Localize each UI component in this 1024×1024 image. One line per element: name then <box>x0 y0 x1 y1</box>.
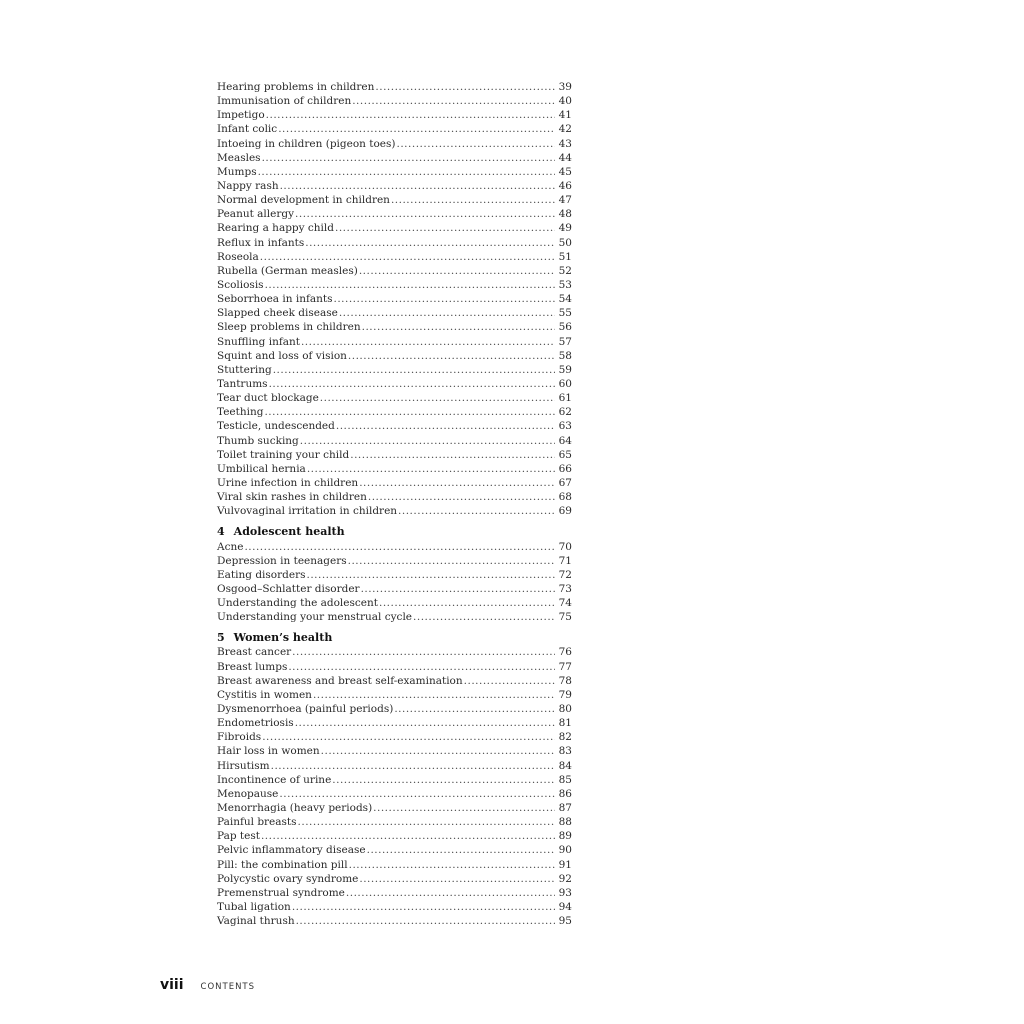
dot-leader <box>258 165 555 179</box>
entry-page-number: 94 <box>558 901 572 914</box>
running-head: CONTENTS <box>200 982 256 992</box>
toc-entry <box>217 716 572 730</box>
entry-page-number: 51 <box>558 250 572 263</box>
table-of-contents <box>217 80 572 928</box>
entry-page-number: 48 <box>558 208 572 221</box>
entry-title: Eating disorders <box>217 568 306 581</box>
dot-leader <box>273 363 555 377</box>
toc-entry <box>217 759 572 773</box>
dot-leader <box>359 872 555 886</box>
dot-leader <box>265 278 555 292</box>
entry-list <box>217 540 572 625</box>
toc-entry <box>217 568 572 582</box>
entry-title: Endometriosis <box>217 717 294 730</box>
entry-page-number: 92 <box>558 872 572 885</box>
toc-entry <box>217 207 572 221</box>
entry-title: Understanding your menstrual cycle <box>217 611 413 624</box>
dot-leader <box>346 886 555 900</box>
entry-title: Viral skin rashes in children <box>217 491 367 504</box>
toc-entry <box>217 504 572 518</box>
entry-title: Umbilical hernia <box>217 462 306 475</box>
toc-entry <box>217 554 572 568</box>
dot-leader <box>313 688 555 702</box>
entry-page-number: 71 <box>558 554 572 567</box>
entry-title: Slapped cheek disease <box>217 307 338 320</box>
dot-leader <box>296 914 555 928</box>
entry-page-number: 60 <box>558 377 572 390</box>
toc-entry <box>217 236 572 250</box>
dot-leader <box>260 250 555 264</box>
entry-page-number: 78 <box>558 674 572 687</box>
toc-entry <box>217 744 572 758</box>
entry-page-number: 50 <box>558 236 572 249</box>
entry-title: Nappy rash <box>217 179 279 192</box>
entry-page-number: 88 <box>558 816 572 829</box>
entry-page-number: 42 <box>558 123 572 136</box>
entry-title: Sleep problems in children <box>217 321 361 334</box>
entry-title: Fibroids <box>217 731 262 744</box>
page-footer <box>160 977 255 993</box>
toc-entry <box>217 730 572 744</box>
entry-title: Acne <box>217 540 244 553</box>
toc-entry <box>217 80 572 94</box>
entry-page-number: 79 <box>558 688 572 701</box>
entry-page-number: 77 <box>558 660 572 673</box>
dot-leader <box>348 349 555 363</box>
dot-leader <box>300 434 555 448</box>
toc-entry <box>217 900 572 914</box>
entry-page-number: 81 <box>558 717 572 730</box>
entry-title: Urine infection in children <box>217 476 359 489</box>
dot-leader <box>394 702 555 716</box>
entry-title: Seborrhoea in infants <box>217 293 333 306</box>
toc-entry <box>217 94 572 108</box>
dot-leader <box>269 377 555 391</box>
toc-entry <box>217 320 572 334</box>
toc-entry <box>217 540 572 554</box>
dot-leader <box>339 306 555 320</box>
entry-page-number: 72 <box>558 568 572 581</box>
entry-page-number: 61 <box>558 392 572 405</box>
entry-page-number: 85 <box>558 773 572 786</box>
toc-entry <box>217 787 572 801</box>
dot-leader <box>280 179 555 193</box>
entry-title: Tubal ligation <box>217 901 291 914</box>
toc-entry <box>217 391 572 405</box>
entry-title: Polycystic ovary syndrome <box>217 872 359 885</box>
entry-title: Menopause <box>217 787 279 800</box>
entry-title: Understanding the adolescent <box>217 597 378 610</box>
toc-entry <box>217 610 572 624</box>
dot-leader <box>368 490 555 504</box>
dot-leader <box>361 582 555 596</box>
dot-leader <box>295 207 555 221</box>
entry-list <box>217 645 572 928</box>
dot-leader <box>321 744 555 758</box>
dot-leader <box>264 405 555 419</box>
dot-leader <box>271 759 555 773</box>
entry-title: Incontinence of urine <box>217 773 332 786</box>
entry-title: Pelvic inflammatory disease <box>217 844 366 857</box>
entry-title: Rearing a happy child <box>217 222 334 235</box>
toc-entry <box>217 137 572 151</box>
entry-title: Osgood–Schlatter disorder <box>217 582 360 595</box>
dot-leader <box>398 504 555 518</box>
entry-title: Dysmenorrhoea (painful periods) <box>217 703 394 716</box>
dot-leader <box>305 236 555 250</box>
dot-leader <box>244 540 555 554</box>
dot-leader <box>348 554 555 568</box>
entry-title: Tantrums <box>217 377 268 390</box>
toc-entry <box>217 363 572 377</box>
dot-leader <box>262 730 555 744</box>
toc-entry <box>217 349 572 363</box>
entry-page-number: 56 <box>558 321 572 334</box>
entry-title: Breast lumps <box>217 660 288 673</box>
toc-entry <box>217 250 572 264</box>
entry-page-number: 67 <box>558 476 572 489</box>
dot-leader <box>306 568 555 582</box>
toc-entry <box>217 886 572 900</box>
toc-entry <box>217 674 572 688</box>
toc-entry <box>217 434 572 448</box>
dot-leader <box>278 122 555 136</box>
toc-entry <box>217 914 572 928</box>
entry-page-number: 62 <box>558 406 572 419</box>
toc-entry <box>217 582 572 596</box>
entry-page-number: 52 <box>558 264 572 277</box>
dot-leader <box>391 193 555 207</box>
entry-title: Hair loss in women <box>217 745 320 758</box>
entry-title: Snuffling infant <box>217 335 300 348</box>
toc-entry <box>217 193 572 207</box>
entry-page-number: 90 <box>558 844 572 857</box>
toc-entry <box>217 292 572 306</box>
dot-leader <box>298 815 555 829</box>
entry-title: Peanut allergy <box>217 208 295 221</box>
dot-leader <box>295 716 555 730</box>
dot-leader <box>307 462 555 476</box>
entry-page-number: 91 <box>558 858 572 871</box>
entry-title: Scoliosis <box>217 278 264 291</box>
entry-page-number: 40 <box>558 95 572 108</box>
entry-page-number: 74 <box>558 597 572 610</box>
entry-title: Vulvovaginal irritation in children <box>217 505 398 518</box>
dot-leader <box>367 843 555 857</box>
toc-entry <box>217 773 572 787</box>
entry-title: Stuttering <box>217 363 272 376</box>
dot-leader <box>262 151 555 165</box>
entry-page-number: 70 <box>558 540 572 553</box>
dot-leader <box>349 858 555 872</box>
section-title: Adolescent health <box>233 525 345 539</box>
toc-entry <box>217 405 572 419</box>
toc-entry <box>217 596 572 610</box>
dot-leader <box>359 264 555 278</box>
dot-leader <box>397 137 556 151</box>
entry-page-number: 93 <box>558 886 572 899</box>
entry-list <box>217 80 572 518</box>
entry-page-number: 47 <box>558 194 572 207</box>
page-number: viii <box>160 977 184 993</box>
entry-page-number: 80 <box>558 703 572 716</box>
dot-leader <box>292 645 555 659</box>
entry-page-number: 65 <box>558 448 572 461</box>
entry-page-number: 44 <box>558 151 572 164</box>
entry-title: Depression in teenagers <box>217 554 347 567</box>
entry-page-number: 39 <box>558 81 572 93</box>
entry-title: Premenstrual syndrome <box>217 886 345 899</box>
dot-leader <box>373 801 555 815</box>
entry-page-number: 75 <box>558 611 572 624</box>
dot-leader <box>333 292 555 306</box>
toc-entry <box>217 377 572 391</box>
dot-leader <box>413 610 555 624</box>
dot-leader <box>301 335 555 349</box>
entry-page-number: 43 <box>558 137 572 150</box>
section-number: 5 <box>217 631 225 645</box>
toc-entry <box>217 306 572 320</box>
toc-entry <box>217 688 572 702</box>
entry-page-number: 54 <box>558 293 572 306</box>
toc-entry <box>217 221 572 235</box>
entry-title: Pap test <box>217 830 260 843</box>
toc-entry <box>217 278 572 292</box>
entry-title: Immunisation of children <box>217 95 352 108</box>
entry-page-number: 53 <box>558 278 572 291</box>
entry-title: Vaginal thrush <box>217 915 295 928</box>
toc-entry <box>217 702 572 716</box>
entry-page-number: 49 <box>558 222 572 235</box>
dot-leader <box>279 787 555 801</box>
entry-title: Pill: the combination pill <box>217 858 348 871</box>
entry-page-number: 59 <box>558 363 572 376</box>
entry-page-number: 63 <box>558 420 572 433</box>
section-title: Women’s health <box>233 631 333 645</box>
toc-entry <box>217 843 572 857</box>
entry-page-number: 83 <box>558 745 572 758</box>
toc-entry <box>217 448 572 462</box>
dot-leader <box>288 660 555 674</box>
dot-leader <box>320 391 555 405</box>
entry-title: Menorrhagia (heavy periods) <box>217 802 373 815</box>
toc-entry <box>217 660 572 674</box>
entry-page-number: 58 <box>558 349 572 362</box>
entry-title: Breast cancer <box>217 646 292 659</box>
entry-title: Cystitis in women <box>217 688 312 701</box>
toc-entry <box>217 801 572 815</box>
entry-page-number: 41 <box>558 109 572 122</box>
toc-entry <box>217 490 572 504</box>
dot-leader <box>379 596 555 610</box>
entry-title: Squint and loss of vision <box>217 349 347 362</box>
toc-entry <box>217 462 572 476</box>
entry-page-number: 45 <box>558 165 572 178</box>
entry-page-number: 76 <box>558 646 572 659</box>
entry-page-number: 69 <box>558 505 572 518</box>
entry-title: Roseola <box>217 250 259 263</box>
entry-title: Testicle, undescended <box>217 420 335 433</box>
toc-entry <box>217 645 572 659</box>
entry-title: Thumb sucking <box>217 434 299 447</box>
dot-leader <box>332 773 555 787</box>
entry-page-number: 55 <box>558 307 572 320</box>
entry-title: Intoeing in children (pigeon toes) <box>217 137 396 150</box>
toc-entry <box>217 476 572 490</box>
dot-leader <box>359 476 555 490</box>
entry-page-number: 66 <box>558 462 572 475</box>
entry-page-number: 84 <box>558 759 572 772</box>
entry-page-number: 86 <box>558 787 572 800</box>
toc-entry <box>217 165 572 179</box>
entry-title: Hirsutism <box>217 759 270 772</box>
entry-title: Painful breasts <box>217 816 297 829</box>
entry-title: Normal development in children <box>217 194 390 207</box>
toc-entry <box>217 108 572 122</box>
entry-title: Rubella (German measles) <box>217 264 358 277</box>
dot-leader <box>335 221 555 235</box>
entry-title: Mumps <box>217 165 257 178</box>
entry-title: Measles <box>217 151 261 164</box>
toc-entry <box>217 179 572 193</box>
toc-entry <box>217 858 572 872</box>
dot-leader <box>375 80 555 94</box>
entry-page-number: 46 <box>558 179 572 192</box>
entry-page-number: 87 <box>558 802 572 815</box>
toc-entry <box>217 122 572 136</box>
section-heading-womens-health <box>217 631 572 645</box>
toc-entry <box>217 335 572 349</box>
dot-leader <box>266 108 555 122</box>
entry-title: Hearing problems in children <box>217 81 375 93</box>
entry-page-number: 73 <box>558 582 572 595</box>
entry-title: Reflux in infants <box>217 236 305 249</box>
entry-page-number: 82 <box>558 731 572 744</box>
dot-leader <box>336 419 555 433</box>
dot-leader <box>350 448 555 462</box>
entry-page-number: 89 <box>558 830 572 843</box>
entry-title: Teething <box>217 406 264 419</box>
toc-entry <box>217 872 572 886</box>
entry-page-number: 64 <box>558 434 572 447</box>
toc-entry <box>217 815 572 829</box>
section-heading-adolescent-health <box>217 525 572 539</box>
dot-leader <box>362 320 555 334</box>
entry-title: Breast awareness and breast self-examination <box>217 674 463 687</box>
entry-title: Infant colic <box>217 123 278 136</box>
dot-leader <box>261 829 555 843</box>
dot-leader <box>292 900 555 914</box>
section-number: 4 <box>217 525 225 539</box>
toc-entry <box>217 419 572 433</box>
dot-leader <box>464 674 555 688</box>
entry-page-number: 57 <box>558 335 572 348</box>
entry-page-number: 95 <box>558 915 572 928</box>
toc-entry <box>217 264 572 278</box>
dot-leader <box>352 94 555 108</box>
toc-entry <box>217 151 572 165</box>
entry-page-number: 68 <box>558 491 572 504</box>
entry-title: Toilet training your child <box>217 448 350 461</box>
entry-title: Tear duct blockage <box>217 392 319 405</box>
entry-title: Impetigo <box>217 109 265 122</box>
toc-entry <box>217 829 572 843</box>
